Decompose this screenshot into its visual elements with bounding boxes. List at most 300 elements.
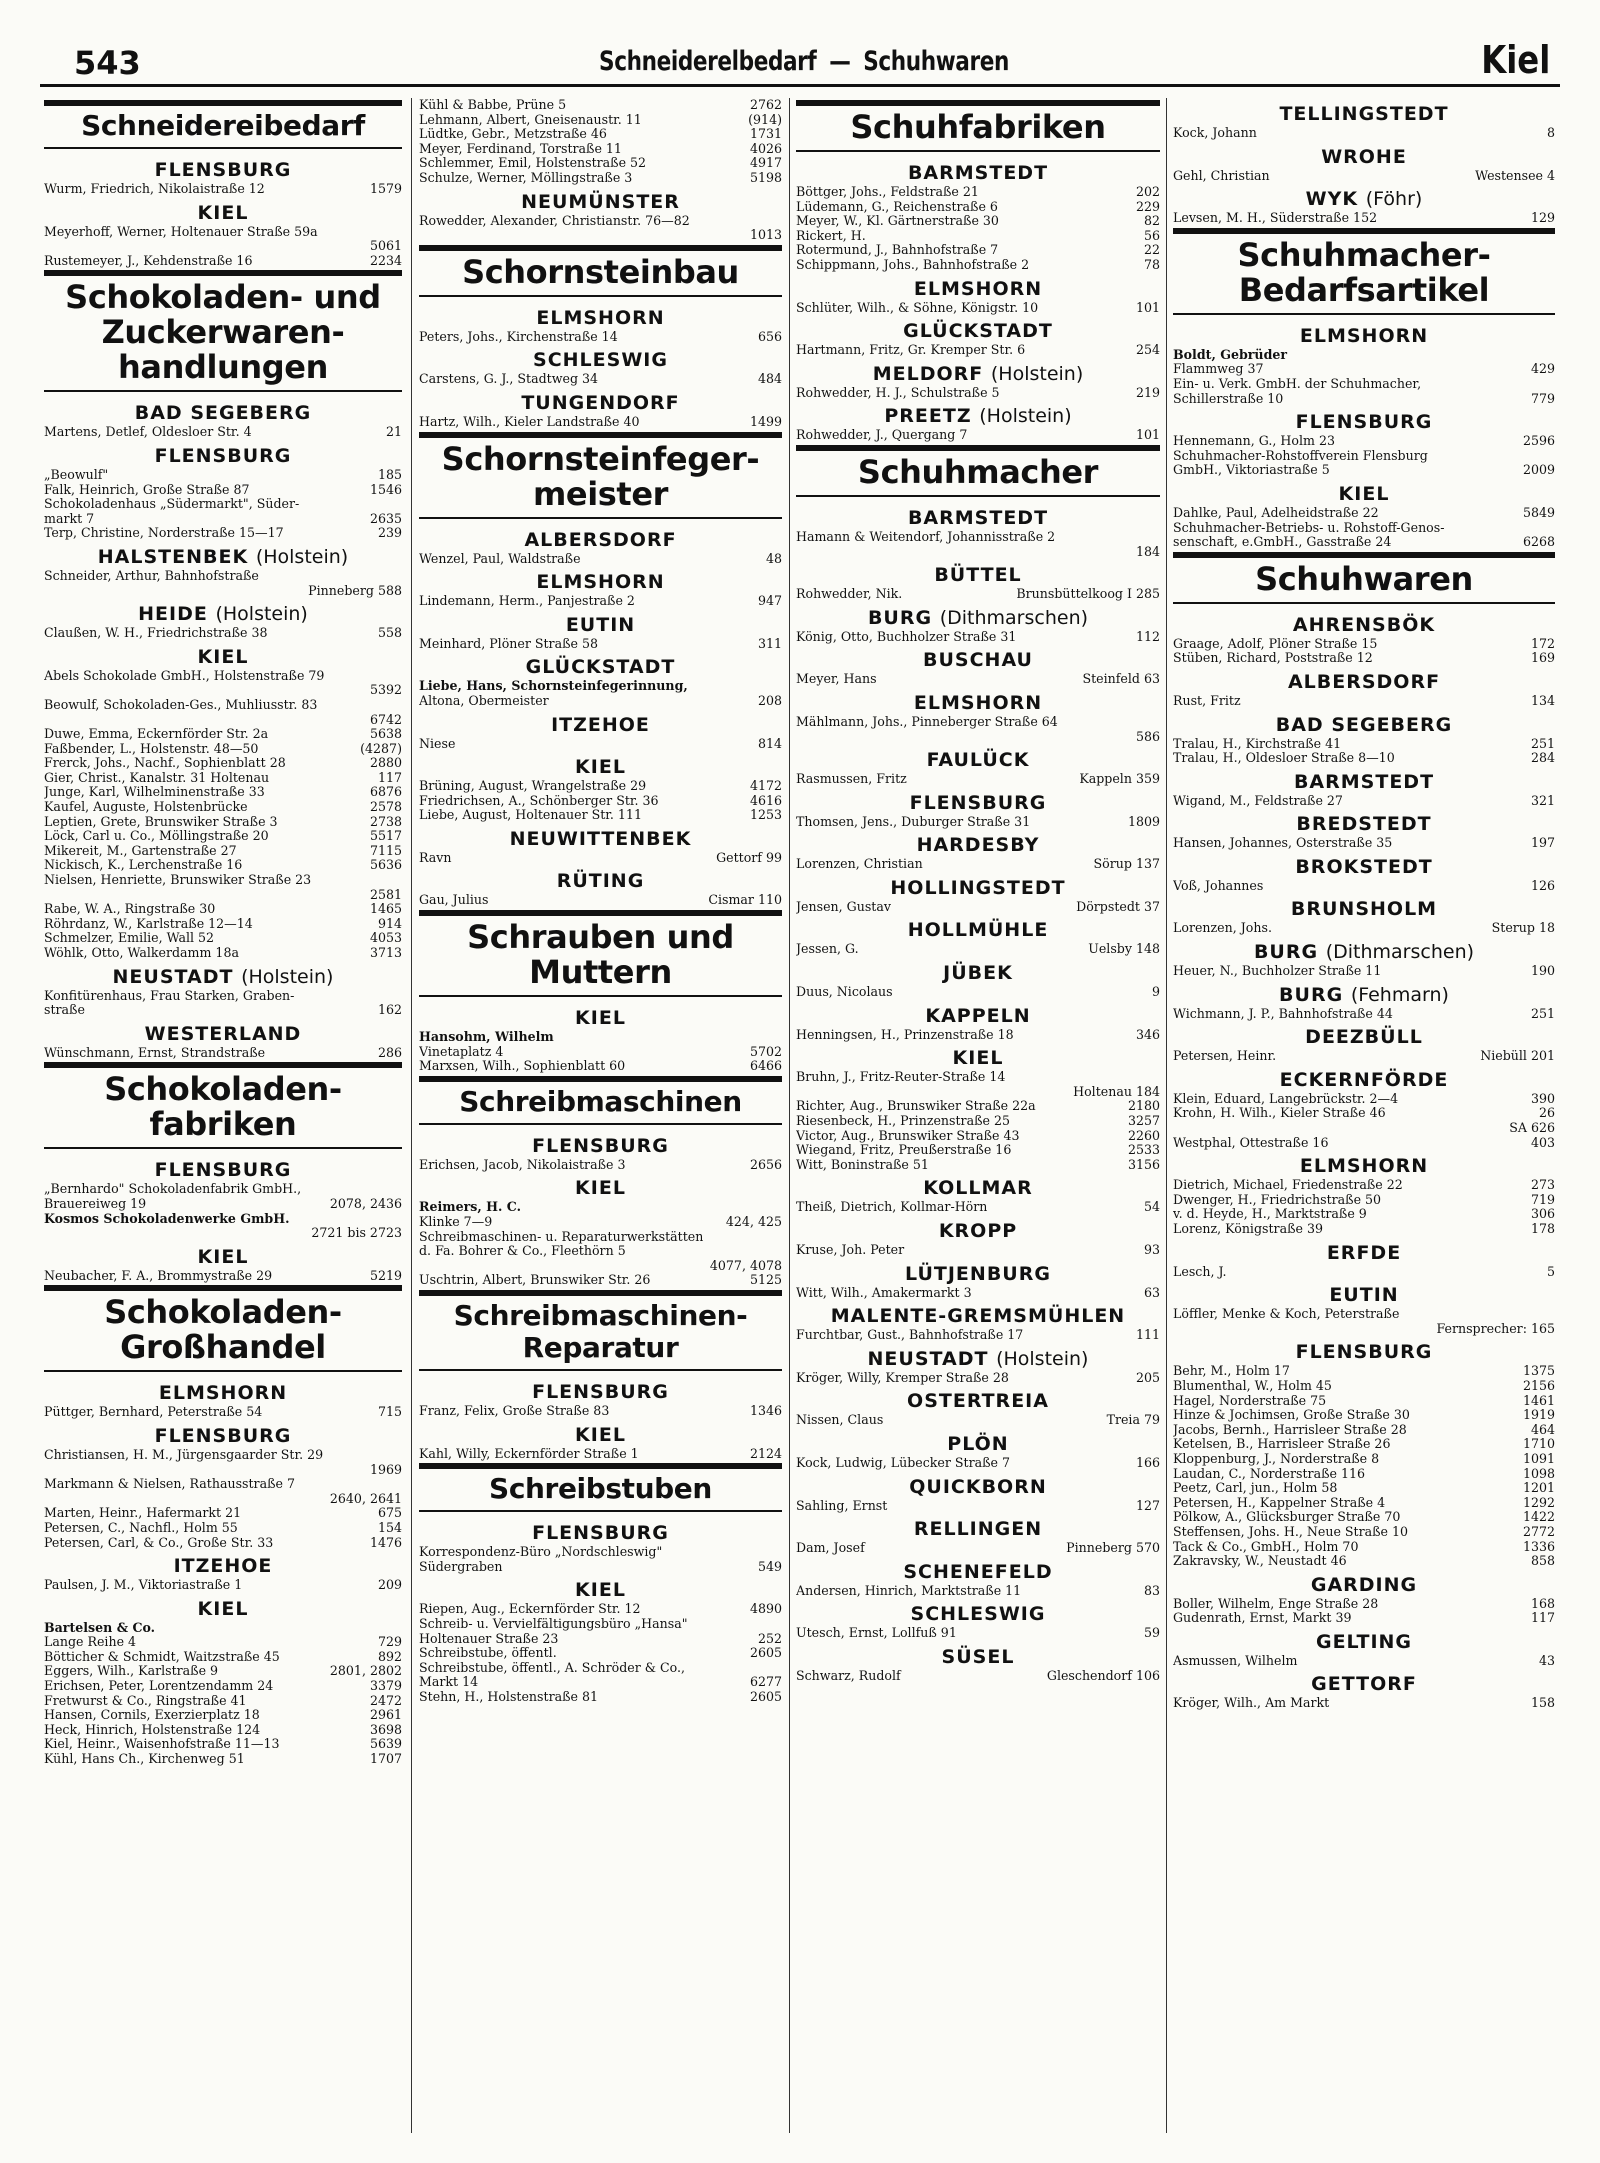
entry-phone: 5392: [369, 682, 402, 698]
listing-entry: [44, 771, 402, 786]
entry-phone: 101: [1135, 299, 1160, 315]
listing-entry: [1173, 521, 1555, 536]
listing-entry: [1173, 392, 1555, 407]
entry-phone: 1422: [1522, 1509, 1555, 1525]
listing-entry: [796, 545, 1160, 560]
entry-name: Peetz, Carl, jun., Holm 58: [1173, 1481, 1338, 1496]
entry-phone: 48: [765, 550, 782, 566]
entry-name: Schneider, Arthur, Bahnhofstraße: [44, 568, 259, 583]
town-heading: [419, 1579, 782, 1601]
town-heading: [796, 834, 1160, 856]
entry-phone: Sterup 18: [1491, 920, 1555, 936]
entry-name: Beowulf, Schokoladen-Ges., Muhliusstr. 83: [44, 697, 318, 712]
town-name: KIEL: [575, 756, 626, 779]
listing-entry: [1173, 1364, 1555, 1379]
entry-phone: 154: [377, 1519, 402, 1535]
town-heading: [44, 1246, 402, 1268]
entry-name: Junge, Karl, Wilhelminenstraße 33: [44, 785, 265, 800]
town-qualifier: (Holstein): [215, 603, 308, 626]
entry-phone: 656: [757, 328, 782, 344]
entry-phone: 1707: [369, 1751, 402, 1767]
town-name: BARMSTEDT: [907, 162, 1049, 184]
entry-name: Gier, Christ., Kanalstr. 31 Holtenau: [44, 770, 270, 785]
listing-entry: [796, 1143, 1160, 1158]
entry-name: Jacobs, Bernh., Harrisleer Straße 28: [1173, 1422, 1407, 1437]
town-name: RELLINGEN: [913, 1518, 1043, 1541]
entry-phone: 1253: [749, 807, 782, 823]
listing-entry: [419, 1560, 782, 1575]
town-qualifier: (Holstein): [990, 362, 1084, 385]
entry-phone: 166: [1135, 1454, 1160, 1470]
entry-name: „Bernhardo" Schokoladenfabrik GmbH.,: [44, 1182, 302, 1197]
town-qualifier: (Holstein): [255, 545, 349, 568]
entry-phone: 78: [1143, 256, 1160, 272]
entry-name: Abels Schokolade GmbH., Holstenstraße 79: [44, 668, 325, 683]
entry-name: Richter, Aug., Brunswiker Straße 22a: [796, 1099, 1036, 1114]
listing-entry: [419, 552, 782, 567]
listing-entry: [44, 742, 402, 757]
town-name: BROKSTEDT: [1295, 855, 1433, 878]
entry-name: Eggers, Wilh., Karlstraße 9: [44, 1664, 219, 1679]
town-heading: [796, 363, 1160, 385]
entry-phone: 586: [1135, 728, 1160, 744]
entry-phone: 464: [1530, 1421, 1555, 1437]
entry-phone: 1809: [1127, 813, 1160, 829]
entry-phone: 4616: [749, 792, 782, 808]
entry-phone: 4917: [749, 155, 782, 171]
town-name: GLÜCKSTADT: [903, 320, 1053, 343]
town-name: TELLINGSTEDT: [1279, 103, 1449, 125]
listing-entry: [44, 1492, 402, 1507]
entry-phone: 5125: [749, 1272, 782, 1288]
listing-entry: [796, 229, 1160, 244]
entry-name: Schuhmacher-Betriebs- u. Rohstoff-Genos-: [1173, 520, 1445, 535]
entry-phone: 390: [1530, 1090, 1555, 1106]
town-heading: [796, 1561, 1160, 1583]
entry-name: straße: [44, 1003, 85, 1018]
entry-phone: 2234: [369, 252, 402, 268]
town-heading: [419, 307, 782, 329]
town-heading: [419, 1177, 782, 1199]
town-heading: [1173, 1673, 1555, 1695]
listing-entry: [44, 569, 402, 584]
town-name: FAULÜCK: [926, 749, 1030, 772]
section-heading: Schuhmacher: [796, 445, 1160, 497]
listing-entry: [796, 1129, 1160, 1144]
entry-phone: 229: [1135, 198, 1160, 214]
town-heading: [796, 162, 1160, 184]
entry-name: Markmann & Nielsen, Rathausstraße 7: [44, 1477, 295, 1492]
entry-phone: 2605: [749, 1688, 782, 1704]
listing-entry: [44, 1737, 402, 1752]
entry-name: Jensen, Gustav: [796, 899, 891, 914]
listing-entry: [419, 228, 782, 243]
entry-phone: 2533: [1127, 1142, 1160, 1158]
entry-name: Röhrdanz, W., Karlstraße 12—14: [44, 916, 253, 931]
entry-phone: 5061: [369, 238, 402, 254]
listing-entry: [419, 808, 782, 823]
entry-name: Nielsen, Henriette, Brunswiker Straße 23: [44, 873, 312, 888]
listing-entry: [419, 1447, 782, 1462]
listing-entry: [44, 497, 402, 512]
listing-entry: [419, 98, 782, 113]
town-name: HARDESBY: [916, 834, 1040, 857]
town-name: FLENSBURG: [1295, 1341, 1433, 1364]
listing-entry: [419, 415, 782, 430]
entry-name: Schuhmacher-Rohstoffverein Flensburg: [1173, 448, 1428, 463]
entry-phone: 6742: [369, 711, 402, 727]
entry-phone: 2772: [1522, 1523, 1555, 1539]
entry-phone: 947: [757, 593, 782, 609]
entry-phone: 134: [1530, 692, 1555, 708]
town-name: MALENTE-GREMSMÜHLEN: [830, 1305, 1126, 1328]
entry-name: Franz, Felix, Große Straße 83: [419, 1404, 610, 1418]
listing-entry: [44, 468, 402, 483]
entry-phone: [778, 1244, 782, 1259]
entry-name: Rowedder, Alexander, Christianstr. 76—82: [419, 213, 690, 228]
entry-phone: 5517: [369, 828, 402, 844]
listing-entry: [796, 772, 1160, 787]
town-heading: [44, 1382, 402, 1404]
town-heading: [419, 828, 782, 850]
listing-entry: [419, 1646, 782, 1661]
town-name: KIEL: [952, 1047, 1004, 1070]
town-name: WESTERLAND: [144, 1022, 302, 1045]
entry-phone: 779: [1530, 390, 1555, 406]
town-name: QUICKBORN: [909, 1475, 1047, 1498]
listing-entry: [1173, 1092, 1555, 1107]
listing-entry: [44, 239, 402, 254]
entry-name: Meyer, Ferdinand, Torstraße 11: [419, 141, 622, 156]
listing-entry: [796, 730, 1160, 745]
entry-name: Duwe, Emma, Eckernförder Str. 2a: [44, 727, 269, 742]
entry-name: Vinetaplatz 4: [419, 1044, 504, 1059]
entry-phone: [398, 989, 402, 1004]
listing-entry: [1173, 1049, 1555, 1064]
listing-entry: [44, 512, 402, 527]
entry-phone: [398, 225, 402, 240]
town-heading: [419, 1522, 782, 1544]
entry-name: Carstens, G. J., Stadtweg 34: [419, 372, 599, 387]
entry-phone: [398, 698, 402, 713]
entry-phone: 429: [1530, 361, 1555, 377]
section-heading: Schornsteinfeger- meister: [419, 432, 782, 519]
listing-entry: [44, 917, 402, 932]
entry-phone: 21: [385, 424, 402, 440]
town-heading: [44, 159, 402, 181]
listing-entry: [796, 1626, 1160, 1641]
town-heading: [1173, 813, 1555, 835]
entry-phone: [1551, 449, 1555, 464]
entry-phone: 2721 bis 2723: [311, 1225, 402, 1241]
entry-phone: 5638: [369, 726, 402, 742]
listing-entry: [419, 1259, 782, 1274]
entry-phone: [778, 1617, 782, 1632]
town-heading: [1173, 1069, 1555, 1091]
listing-entry: [796, 1158, 1160, 1173]
entry-phone: 814: [757, 735, 782, 751]
entry-name: Hinze & Jochimsen, Große Straße 30: [1173, 1408, 1410, 1423]
entry-name: v. d. Heyde, H., Marktstraße 9: [1173, 1207, 1367, 1222]
entry-name: senschaft, e.GmbH., Gasstraße 24: [1173, 535, 1392, 550]
town-heading: [1173, 325, 1555, 347]
entry-name: [419, 1259, 706, 1274]
town-heading: [796, 1220, 1160, 1242]
listing-entry: [44, 1723, 402, 1738]
entry-name: Kühl & Babbe, Prüne 5: [419, 98, 567, 112]
listing-entry: [796, 1200, 1160, 1215]
page-number: 543: [74, 44, 141, 82]
listing-entry: [419, 1030, 782, 1045]
entry-phone: 93: [1143, 1242, 1160, 1257]
entry-name: Kiel, Heinr., Waisenhofstraße 11—13: [44, 1737, 280, 1752]
entry-name: Kühl, Hans Ch., Kirchenweg 51: [44, 1752, 245, 1767]
entry-name: Jessen, G.: [796, 942, 859, 957]
listing-entry: [1173, 751, 1555, 766]
town-heading: [796, 507, 1160, 529]
entry-phone: 1091: [1522, 1450, 1555, 1466]
entry-name: Utesch, Ernst, Lollfuß 91: [796, 1626, 957, 1641]
town-heading: [419, 1007, 782, 1029]
town-name: JÜBEK: [943, 962, 1013, 985]
entry-name: Rust, Fritz: [1173, 693, 1241, 708]
town-qualifier: (Fehmarn): [1350, 983, 1449, 1006]
town-name: BREDSTEDT: [1296, 813, 1432, 836]
town-heading: [419, 571, 782, 593]
entry-phone: [398, 1212, 402, 1227]
entry-name: Thomsen, Jens., Duburger Straße 31: [796, 814, 1031, 829]
entry-phone: 715: [377, 1404, 402, 1420]
entry-phone: [1551, 1307, 1555, 1322]
header-rule: [40, 84, 1560, 87]
entry-phone: 4890: [749, 1601, 782, 1617]
town-name: PLÖN: [947, 1432, 1009, 1455]
town-heading: [796, 1177, 1160, 1199]
entry-phone: 83: [1143, 1582, 1160, 1598]
town-name: ELMSHORN: [536, 571, 665, 594]
entry-name: Mählmann, Johs., Pinneberger Straße 64: [796, 714, 1058, 729]
listing-entry: [44, 1621, 402, 1636]
entry-name: Terp, Christine, Norderstraße 15—17: [44, 526, 284, 541]
listing-entry: [44, 1046, 402, 1061]
entry-name: Schreib- u. Vervielfältigungsbüro „Hansa": [419, 1616, 688, 1631]
entry-name: [44, 584, 304, 599]
town-heading: [1173, 103, 1555, 125]
listing-entry: [1173, 1222, 1555, 1237]
entry-name: Klein, Eduard, Langebrückstr. 2—4: [1173, 1091, 1399, 1106]
entry-phone: 5639: [369, 1736, 402, 1752]
section-heading: Schneidereibedarf: [44, 100, 402, 149]
entry-phone: 190: [1530, 963, 1555, 979]
listing-entry: [796, 185, 1160, 200]
entry-phone: 112: [1135, 628, 1160, 644]
entry-phone: 2640, 2641: [329, 1490, 402, 1506]
column-divider: [411, 98, 412, 2133]
listing-entry: [419, 679, 782, 694]
entry-name: Sahling, Ernst: [796, 1498, 888, 1513]
listing-entry: [44, 1506, 402, 1521]
town-name: MELDORF: [872, 362, 984, 385]
town-name: SCHLESWIG: [910, 1603, 1046, 1626]
listing-entry: [1173, 737, 1555, 752]
town-heading: [796, 1646, 1160, 1668]
section-heading: Schuhmacher- Bedarfsartikel: [1173, 228, 1555, 315]
entry-name: Mikereit, M., Gartenstraße 27: [44, 843, 237, 858]
running-title: [199, 46, 1409, 77]
listing-entry: [796, 258, 1160, 273]
entry-name: Korrespondenz-Büro „Nordschleswig": [419, 1545, 663, 1560]
listing-entry: [44, 254, 402, 269]
listing-entry: [796, 1669, 1160, 1684]
town-heading: [1173, 1341, 1555, 1363]
entry-phone: 209: [377, 1577, 402, 1593]
entry-phone: [398, 1621, 402, 1636]
listing-entry: [1173, 964, 1555, 979]
listing-entry: [44, 1212, 402, 1227]
entry-name: markt 7: [44, 511, 95, 526]
town-name: LÜTJENBURG: [905, 1262, 1051, 1285]
listing-entry: [796, 343, 1160, 358]
town-heading: [419, 870, 782, 892]
entry-name: Bartelsen & Co.: [44, 1620, 156, 1635]
town-heading: [796, 749, 1160, 771]
entry-phone: 54: [1143, 1199, 1160, 1215]
entry-phone: [1551, 521, 1555, 536]
listing-entry: [44, 1003, 402, 1018]
listing-entry: [1173, 1136, 1555, 1151]
town-name: SÜSEL: [941, 1645, 1015, 1668]
entry-name: [44, 713, 366, 728]
entry-name: Bruhn, J., Fritz-Reuter-Straße 14: [796, 1070, 1006, 1085]
entry-phone: 2578: [369, 799, 402, 815]
town-name: FLENSBURG: [532, 1134, 669, 1157]
entry-phone: 3698: [369, 1721, 402, 1737]
entry-name: Uschtrin, Albert, Brunswiker Str. 26: [419, 1273, 651, 1288]
listing-entry: [44, 829, 402, 844]
listing-entry: [44, 1536, 402, 1551]
listing-entry: [44, 756, 402, 771]
listing-entry: [419, 1690, 782, 1705]
entry-name: Gau, Julius: [419, 893, 489, 908]
entry-name: Schokoladenhaus „Südermarkt", Süder-: [44, 497, 300, 512]
listing-entry: [44, 1664, 402, 1679]
entry-name: Hagel, Norderstraße 75: [1173, 1393, 1327, 1408]
entry-phone: 1465: [369, 901, 402, 917]
entry-name: Wiegand, Fritz, Preußerstraße 16: [796, 1143, 1012, 1158]
listing-entry: [44, 946, 402, 961]
entry-phone: [778, 1200, 782, 1215]
entry-name: Tack & Co., GmbH., Holm 70: [1173, 1539, 1359, 1554]
entry-name: Rustemeyer, J., Kehdenstraße 16: [44, 253, 253, 268]
listing-entry: [796, 428, 1160, 443]
entry-phone: [398, 873, 402, 888]
entry-phone: 1546: [369, 481, 402, 497]
entry-phone: 346: [1135, 1026, 1160, 1042]
town-heading: [419, 349, 782, 371]
listing-entry: [1173, 1423, 1555, 1438]
entry-name: [796, 545, 1132, 560]
entry-name: Dahlke, Paul, Adelheidstraße 22: [1173, 505, 1379, 520]
town-heading: [1173, 614, 1555, 636]
town-name: HALSTENBEK: [97, 545, 249, 568]
entry-name: Rohwedder, J., Quergang 7: [796, 428, 968, 443]
entry-name: [1173, 1322, 1432, 1337]
town-heading: [44, 1159, 402, 1181]
entry-phone: 273: [1530, 1177, 1555, 1193]
listing-entry: [44, 815, 402, 830]
entry-phone: [778, 679, 782, 694]
section-heading: Schreibmaschinen- Reparatur: [419, 1290, 782, 1371]
entry-phone: 675: [377, 1505, 402, 1521]
entry-name: Leptien, Grete, Brunswiker Straße 3: [44, 814, 278, 829]
entry-phone: 4172: [749, 778, 782, 794]
entry-phone: 117: [377, 769, 402, 785]
entry-name: Meyerhoff, Werner, Holtenauer Straße 59a: [44, 224, 318, 239]
entry-phone: 63: [1143, 1284, 1160, 1300]
entry-phone: 3257: [1127, 1113, 1160, 1129]
entry-name: Kröger, Willy, Kremper Straße 28: [796, 1370, 1009, 1385]
entry-name: Paulsen, J. M., Viktoriastraße 1: [44, 1578, 243, 1593]
entry-name: Rickert, H.: [796, 228, 866, 243]
listing-entry: [419, 694, 782, 709]
entry-phone: 6277: [749, 1674, 782, 1690]
entry-phone: 6466: [749, 1058, 782, 1074]
town-name: OSTERTREIA: [907, 1390, 1049, 1413]
entry-name: Petersen, C., Nachfl., Holm 55: [44, 1520, 238, 1535]
entry-name: Löck, Carl u. Co., Möllingstraße 20: [44, 829, 269, 844]
town-heading: [796, 1390, 1160, 1412]
listing-entry: [796, 1028, 1160, 1043]
entry-phone: SA 626: [1509, 1120, 1555, 1136]
town-name: SCHENEFELD: [903, 1560, 1053, 1583]
listing-entry: [419, 214, 782, 229]
town-heading: [796, 1005, 1160, 1027]
listing-entry: [1173, 1379, 1555, 1394]
town-heading: [1173, 146, 1555, 168]
listing-entry: [44, 1708, 402, 1723]
entry-name: Hansohm, Wilhelm: [419, 1030, 554, 1045]
entry-name: Schillerstraße 10: [1173, 391, 1284, 406]
town-heading: [1173, 483, 1555, 505]
listing-entry: [419, 127, 782, 142]
town-heading: [44, 202, 402, 224]
listing-entry: [44, 483, 402, 498]
listing-entry: [1173, 1540, 1555, 1555]
entry-name: Kloppenburg, J., Norderstraße 8: [1173, 1451, 1380, 1466]
town-heading: [44, 603, 402, 625]
listing-entry: [1173, 211, 1555, 226]
listing-entry: [419, 1404, 782, 1419]
entry-name: Schlemmer, Emil, Holstenstraße 52: [419, 156, 647, 171]
entry-phone: 1292: [1522, 1494, 1555, 1510]
town-name: HOLLMÜHLE: [907, 919, 1049, 942]
listing-entry: [796, 1114, 1160, 1129]
town-heading: [1173, 714, 1555, 736]
listing-entry: [1173, 126, 1555, 141]
entry-phone: 2635: [369, 510, 402, 526]
town-heading: [796, 1305, 1160, 1327]
entry-name: Nissen, Claus: [796, 1413, 884, 1428]
entry-phone: 6268: [1522, 534, 1555, 550]
town-name: NEUSTADT: [112, 965, 234, 988]
entry-phone: 185: [377, 466, 402, 482]
entry-phone: 2078, 2436: [329, 1195, 402, 1211]
entry-phone: 1346: [749, 1403, 782, 1418]
entry-name: Duus, Nicolaus: [796, 985, 893, 1000]
listing-entry: [1173, 1394, 1555, 1409]
entry-phone: Pinneberg 570: [1066, 1540, 1160, 1556]
listing-entry: [796, 1085, 1160, 1100]
